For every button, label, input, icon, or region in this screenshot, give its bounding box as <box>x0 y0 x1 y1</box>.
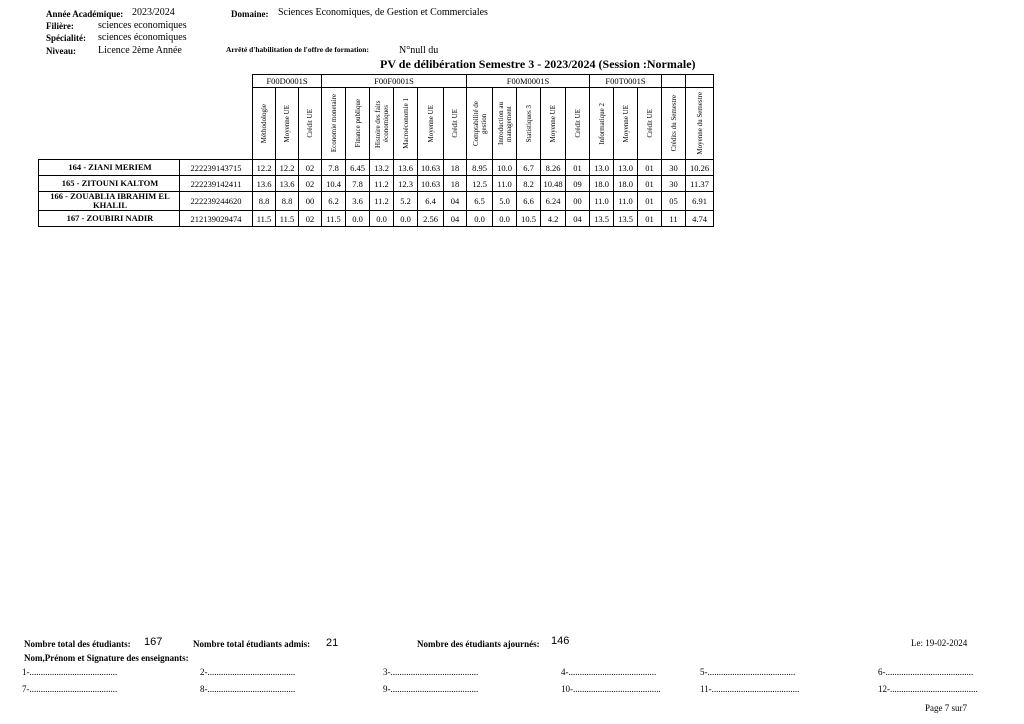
student-matricule: 222239142411 <box>180 176 253 192</box>
grade-cell: 13.0 <box>590 160 614 176</box>
column-header: Comptabilité de gestion <box>471 101 488 146</box>
grade-cell: 02 <box>299 211 322 227</box>
column-header: Moyenne UE <box>621 104 630 143</box>
signature-line: 5-....................................... <box>700 667 796 677</box>
column-header: Macroéconomie 1 <box>401 98 410 149</box>
module-header: F00T0001S <box>590 75 662 88</box>
print-date: Le: 19-02-2024 <box>911 638 968 648</box>
grade-cell: 8.8 <box>253 192 276 211</box>
grade-cell: 30 <box>662 160 686 176</box>
admis-value: 21 <box>326 637 339 649</box>
grade-cell: 13.0 <box>614 160 638 176</box>
filiere-value: sciences economiques <box>98 20 187 31</box>
table-row <box>39 192 714 211</box>
grade-cell: 6.91 <box>686 192 714 211</box>
column-header: Crédit UE <box>645 109 654 138</box>
grade-cell: 0.0 <box>370 211 394 227</box>
column-header: Moyenne UE <box>283 104 291 143</box>
table-body <box>39 160 714 227</box>
grade-cell: 13.6 <box>394 160 418 176</box>
grade-cell: 8.2 <box>517 176 541 192</box>
grade-cell: 11.2 <box>370 192 394 211</box>
grade-cell: 11.37 <box>686 176 714 192</box>
column-header: Méthodologie <box>260 103 268 144</box>
page-title: PV de délibération Semestre 3 - 2023/2024 (Session :Normale) <box>380 57 696 71</box>
column-header: Crédits du Semestre <box>669 95 678 152</box>
signature-title: Nom,Prénom et Signature des enseignants: <box>24 653 189 663</box>
grade-cell: 02 <box>299 176 322 192</box>
grade-cell: 0.0 <box>493 211 517 227</box>
annee-value: 2023/2024 <box>132 7 175 18</box>
column-header: Moyenne du Semestre <box>695 92 704 155</box>
grade-cell: 01 <box>566 160 590 176</box>
grade-cell: 0.0 <box>394 211 418 227</box>
column-header: Histoire des faits économiques <box>373 99 390 148</box>
grade-cell: 6.24 <box>541 192 566 211</box>
niveau-value: Licence 2ème Année <box>98 45 182 56</box>
grade-cell: 18 <box>444 176 467 192</box>
grade-cell: 11.0 <box>614 192 638 211</box>
grade-cell: 5.2 <box>394 192 418 211</box>
module-header: F00M0001S <box>467 75 590 88</box>
grade-cell: 13.5 <box>614 211 638 227</box>
student-matricule: 212139029474 <box>180 211 253 227</box>
ajournes-value: 146 <box>551 635 570 647</box>
column-header: Introduction au management <box>496 102 513 145</box>
grade-cell: 13.2 <box>370 160 394 176</box>
signature-line: 4-....................................... <box>561 667 657 677</box>
grade-cell: 10.4 <box>322 176 346 192</box>
signature-line: 9-....................................... <box>383 684 479 694</box>
grade-cell: 04 <box>444 192 467 211</box>
grade-cell: 04 <box>444 211 467 227</box>
annee-label: Année Académique: <box>46 9 124 19</box>
grade-cell: 01 <box>638 176 662 192</box>
grade-cell: 01 <box>638 192 662 211</box>
signature-line: 12-....................................... <box>878 684 978 694</box>
grade-cell: 12.5 <box>467 176 493 192</box>
grade-cell: 02 <box>299 160 322 176</box>
grade-cell: 7.8 <box>346 176 370 192</box>
grade-cell: 12.2 <box>253 160 276 176</box>
grade-cell: 6.2 <box>322 192 346 211</box>
grade-cell: 18 <box>444 160 467 176</box>
student-matricule: 222239244620 <box>180 192 253 211</box>
grade-cell: 6.4 <box>418 192 444 211</box>
column-header: Crédit UE <box>306 109 314 138</box>
grade-cell: 11 <box>662 211 686 227</box>
grade-cell: 12.3 <box>394 176 418 192</box>
grade-cell: 6.45 <box>346 160 370 176</box>
grade-cell: 18.0 <box>590 176 614 192</box>
grade-cell: 6.5 <box>467 192 493 211</box>
grade-cell: 10.48 <box>541 176 566 192</box>
grade-cell: 00 <box>566 192 590 211</box>
grade-cell: 11.5 <box>276 211 299 227</box>
column-header: Moyenne UE <box>549 104 557 143</box>
column-header: Crédit UE <box>573 109 582 138</box>
grade-cell: 3.6 <box>346 192 370 211</box>
signature-line: 2-....................................... <box>200 667 296 677</box>
grade-cell: 10.63 <box>418 176 444 192</box>
grade-cell: 01 <box>638 211 662 227</box>
specialite-value: sciences économiques <box>98 32 187 43</box>
filiere-label: Filière: <box>46 21 74 31</box>
domaine-label: Domaine: <box>231 9 269 19</box>
grade-cell: 10.5 <box>517 211 541 227</box>
grade-cell: 09 <box>566 176 590 192</box>
column-header: Crédit UE <box>451 109 459 138</box>
grade-cell: 13.6 <box>253 176 276 192</box>
arrete-value: N°null du <box>399 45 439 56</box>
grade-cell: 4.2 <box>541 211 566 227</box>
specialite-label: Spécialité: <box>46 33 86 43</box>
student-name: 164 - ZIANI MERIEM <box>39 160 180 176</box>
signature-line: 8-....................................... <box>200 684 296 694</box>
grade-cell: 30 <box>662 176 686 192</box>
deliberation-table <box>38 74 714 227</box>
grade-cell: 0.0 <box>467 211 493 227</box>
grade-cell: 10.26 <box>686 160 714 176</box>
signature-line: 10-....................................... <box>561 684 661 694</box>
grade-cell: 10.63 <box>418 160 444 176</box>
grade-cell: 8.95 <box>467 160 493 176</box>
grade-cell: 12.2 <box>276 160 299 176</box>
grade-cell: 11.0 <box>590 192 614 211</box>
table-row <box>39 176 714 192</box>
module-header: F00F0001S <box>322 75 467 88</box>
grade-cell: 6.7 <box>517 160 541 176</box>
ajournes-label: Nombre des étudiants ajournés: <box>417 639 540 649</box>
admis-label: Nombre total étudiants admis: <box>193 639 311 649</box>
grade-cell: 4.74 <box>686 211 714 227</box>
grade-cell: 8.26 <box>541 160 566 176</box>
signature-line: 6-....................................... <box>878 667 974 677</box>
column-header: Moyenne UE <box>426 104 435 143</box>
column-header: Statistiques 3 <box>524 104 533 143</box>
grade-cell: 2.56 <box>418 211 444 227</box>
domaine-value: Sciences Economiques, de Gestion et Commerciales <box>278 7 488 18</box>
module-header: F00D0001S <box>253 75 322 88</box>
niveau-label: Niveau: <box>46 46 76 56</box>
arrete-label: Arrêté d'habilitation de l'offre de formation: <box>226 45 369 54</box>
grade-cell: 13.5 <box>590 211 614 227</box>
student-name: 166 - ZOUABLIA IBRAHIM EL KHALIL <box>39 192 180 211</box>
total-value: 167 <box>144 636 163 648</box>
grade-cell: 11.0 <box>493 176 517 192</box>
signature-line: 3-....................................... <box>383 667 479 677</box>
grade-cell: 11.2 <box>370 176 394 192</box>
grade-cell: 01 <box>638 160 662 176</box>
page-number: Page 7 sur7 <box>925 703 967 713</box>
grade-cell: 10.0 <box>493 160 517 176</box>
grade-cell: 00 <box>299 192 322 211</box>
grade-cell: 0.0 <box>346 211 370 227</box>
grade-cell: 18.0 <box>614 176 638 192</box>
column-header: Finance publique <box>353 99 362 148</box>
grade-cell: 05 <box>662 192 686 211</box>
student-name: 165 - ZITOUNI KALTOM <box>39 176 180 192</box>
column-header: Informatique 2 <box>597 102 606 145</box>
grade-cell: 11.5 <box>253 211 276 227</box>
signature-line: 11-....................................... <box>700 684 800 694</box>
grade-cell: 8.8 <box>276 192 299 211</box>
signature-line: 1-....................................... <box>22 667 118 677</box>
grade-cell: 7.8 <box>322 160 346 176</box>
grade-cell: 5.0 <box>493 192 517 211</box>
grade-cell: 11.5 <box>322 211 346 227</box>
column-header: Economie monetaire <box>329 94 338 153</box>
table-row <box>39 160 714 176</box>
grade-cell: 13.6 <box>276 176 299 192</box>
student-name: 167 - ZOUBIRI NADIR <box>39 211 180 227</box>
table-row <box>39 211 714 227</box>
grade-cell: 04 <box>566 211 590 227</box>
student-matricule: 222239143715 <box>180 160 253 176</box>
signature-line: 7-....................................... <box>22 684 118 694</box>
grade-cell: 6.6 <box>517 192 541 211</box>
total-label: Nombre total des étudiants: <box>24 639 131 649</box>
